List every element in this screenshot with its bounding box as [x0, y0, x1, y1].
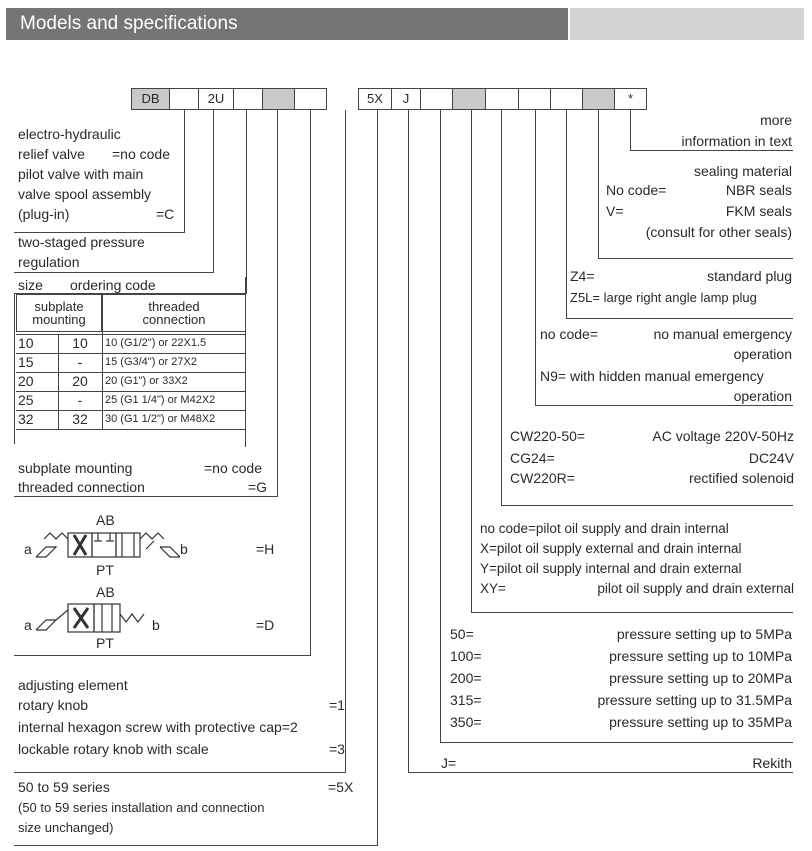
valve-line-3: pilot valve with main — [18, 166, 144, 182]
symbol-d-pt: PT — [96, 635, 114, 651]
leader-vertical — [377, 110, 378, 845]
leader-horizontal — [566, 318, 793, 319]
symbol-h-pt: PT — [96, 562, 114, 578]
valve-line-5: (plug-in) — [18, 206, 70, 222]
leader-vertical — [408, 110, 409, 772]
symbol-h-ab: AB — [96, 512, 115, 528]
leader-vertical — [566, 110, 567, 318]
mounting-line-1-code: =no code — [204, 460, 262, 476]
leader-vertical — [345, 110, 346, 772]
symbol-d-ab: AB — [96, 584, 115, 600]
manual-line-2-cont: operation — [733, 388, 792, 404]
leader-vertical — [213, 110, 214, 272]
series-line-2: (50 to 59 series installation and connection — [18, 800, 265, 815]
leader-vertical — [630, 110, 631, 150]
solenoid-valve-d-symbol — [34, 600, 154, 634]
symbol-h-b: b — [180, 541, 188, 557]
brand-name: Rekith — [752, 755, 792, 771]
code-cell: * — [614, 88, 647, 110]
leader-horizontal — [14, 772, 346, 773]
plug-line-1-desc: standard plug — [707, 268, 792, 284]
title-bar-accent — [570, 8, 804, 40]
leader-vertical — [471, 110, 472, 612]
leader-vertical — [184, 110, 185, 232]
leader-vertical — [598, 110, 599, 258]
size-col-divider — [58, 334, 59, 429]
size-table — [16, 294, 246, 332]
code-cell: J — [391, 88, 421, 110]
page-title: Models and specifications — [20, 13, 238, 34]
leader-horizontal — [14, 655, 311, 656]
leader-vertical — [440, 110, 441, 742]
pressure-code: 200= — [450, 670, 482, 686]
code-cell — [294, 88, 327, 110]
leader-horizontal — [501, 505, 793, 506]
size-cell: 32 — [72, 411, 88, 427]
pilot-line-4-code: XY= — [480, 581, 506, 596]
adjust-line-4: lockable rotary knob with scale — [18, 741, 209, 757]
seal-line-3-desc: FKM seals — [725, 203, 792, 219]
symbol-d-a: a — [24, 617, 32, 633]
symbol-h-code: =H — [256, 541, 275, 557]
leader-horizontal — [408, 772, 793, 773]
leader-horizontal — [14, 272, 214, 273]
symbol-h-a: a — [24, 541, 32, 557]
series-line-1-code: =5X — [328, 779, 354, 795]
seal-line-3-code: V= — [606, 203, 624, 219]
size-table-edge — [14, 294, 15, 444]
size-cell: 25 (G1 1/4") or M42X2 — [105, 394, 216, 406]
series-line-3: size unchanged) — [18, 820, 114, 835]
leader-horizontal — [630, 150, 793, 151]
plug-line-1-code: Z4= — [570, 268, 595, 284]
manual-line-2: N9= with hidden manual emergency — [540, 368, 764, 384]
plug-line-2: Z5L= large right angle lamp plug — [570, 290, 757, 305]
mounting-line-2: threaded connection — [18, 479, 145, 495]
seal-line-2-desc: NBR seals — [725, 182, 792, 198]
size-cell: - — [77, 354, 83, 370]
code-cell — [550, 88, 583, 110]
seal-line-1: sealing material — [693, 163, 792, 179]
pressure-desc: pressure setting up to 31.5MPa — [597, 692, 792, 708]
size-cell: 10 — [72, 335, 88, 351]
pressure-code: 50= — [450, 626, 474, 642]
two-stage-line-2: regulation — [18, 254, 80, 270]
leader-horizontal — [535, 405, 793, 406]
symbol-d-b: b — [152, 617, 160, 633]
code-cell — [169, 88, 199, 110]
pilot-line-2: X=pilot oil supply external and drain internal — [480, 541, 742, 556]
code-cell — [582, 88, 615, 110]
voltage-line-2-code: CG24= — [510, 450, 555, 466]
leader-horizontal — [440, 742, 793, 743]
voltage-line-3-desc: rectified solenoid — [688, 470, 794, 486]
leader-vertical — [277, 110, 278, 496]
adjust-line-2-code: =1 — [329, 697, 345, 713]
pilot-line-4-desc: pilot oil supply and drain external — [597, 581, 794, 596]
size-cell: 15 (G3/4") or 27X2 — [105, 356, 197, 368]
size-cell: 10 (G1/2") or 22X1.5 — [105, 337, 207, 349]
valve-line-4: valve spool assembly — [18, 186, 152, 202]
voltage-line-2-desc: DC24V — [748, 450, 794, 466]
symbol-d-code: =D — [256, 617, 275, 633]
threaded-header: threaded connection — [102, 295, 247, 332]
code-cell: DB — [131, 88, 170, 110]
size-cell: 32 — [18, 411, 34, 427]
more-line-1: more — [760, 112, 792, 128]
pilot-line-1: no code=pilot oil supply and drain internal — [480, 521, 729, 536]
pilot-line-3: Y=pilot oil supply internal and drain external — [480, 561, 742, 576]
adjust-line-4-code: =3 — [329, 741, 345, 757]
pressure-code: 350= — [450, 714, 482, 730]
size-cell: 25 — [18, 392, 34, 408]
valve-line-1: electro-hydraulic — [18, 126, 121, 142]
size-cell: 30 (G1 1/2") or M48X2 — [105, 413, 216, 425]
pressure-desc: pressure setting up to 5MPa — [616, 626, 792, 642]
ordering-code-header: ordering code — [70, 277, 156, 293]
code-cell: 5X — [358, 88, 392, 110]
size-cell: 20 — [72, 373, 88, 389]
size-cell: 15 — [18, 354, 34, 370]
code-cell — [233, 88, 263, 110]
size-cell: 20 — [18, 373, 34, 389]
mounting-line-2-code: =G — [248, 479, 268, 495]
manual-line-1-cont: operation — [733, 346, 792, 362]
pressure-desc: pressure setting up to 35MPa — [609, 714, 792, 730]
leader-vertical — [246, 110, 247, 293]
more-line-2: information in text — [681, 133, 792, 149]
voltage-line-1-code: CW220-50= — [510, 428, 586, 444]
manual-line-1-desc: no manual emergency — [653, 326, 792, 342]
brand-code: J= — [441, 755, 457, 771]
manual-line-1-code: no code= — [540, 326, 598, 342]
valve-line-2-code: =no code — [112, 146, 170, 162]
adjust-line-1: adjusting element — [18, 677, 128, 693]
size-row-divider — [16, 429, 246, 430]
size-cell: 10 — [18, 335, 34, 351]
code-cell — [518, 88, 551, 110]
voltage-line-3-code: CW220R= — [510, 470, 575, 486]
leader-horizontal — [598, 258, 793, 259]
leader-vertical — [310, 110, 311, 655]
adjust-line-3: internal hexagon screw with protective cap=2 — [18, 719, 298, 735]
pressure-desc: pressure setting up to 20MPa — [609, 670, 792, 686]
leader-vertical — [535, 110, 536, 405]
size-cell: - — [77, 392, 83, 408]
size-cell: 20 (G1") or 33X2 — [105, 375, 188, 387]
pressure-code: 100= — [450, 648, 482, 664]
size-header: size — [18, 277, 43, 293]
series-line-1: 50 to 59 series — [18, 779, 110, 795]
leader-vertical — [501, 110, 502, 505]
solenoid-valve-h-symbol — [34, 527, 180, 561]
code-cell — [485, 88, 519, 110]
leader-horizontal — [14, 232, 185, 233]
leader-horizontal — [471, 612, 793, 613]
seal-line-4: (consult for other seals) — [645, 224, 792, 240]
subplate-header: subplate mounting — [17, 295, 102, 332]
code-cell — [452, 88, 486, 110]
valve-line-2: relief valve — [18, 146, 85, 162]
pressure-desc: pressure setting up to 10MPa — [609, 648, 792, 664]
code-cell — [262, 88, 295, 110]
mounting-line-1: subplate mounting — [18, 460, 133, 476]
adjust-line-2: rotary knob — [18, 697, 89, 713]
leader-horizontal — [14, 845, 378, 846]
valve-line-5-code: =C — [156, 206, 175, 222]
leader-horizontal — [14, 496, 278, 497]
code-cell: 2U — [198, 88, 234, 110]
pressure-code: 315= — [450, 692, 482, 708]
code-cell — [420, 88, 453, 110]
seal-line-2-code: No code= — [606, 182, 667, 198]
two-stage-line-1: two-staged pressure — [18, 234, 145, 250]
voltage-line-1-desc: AC voltage 220V-50Hz — [652, 428, 794, 444]
